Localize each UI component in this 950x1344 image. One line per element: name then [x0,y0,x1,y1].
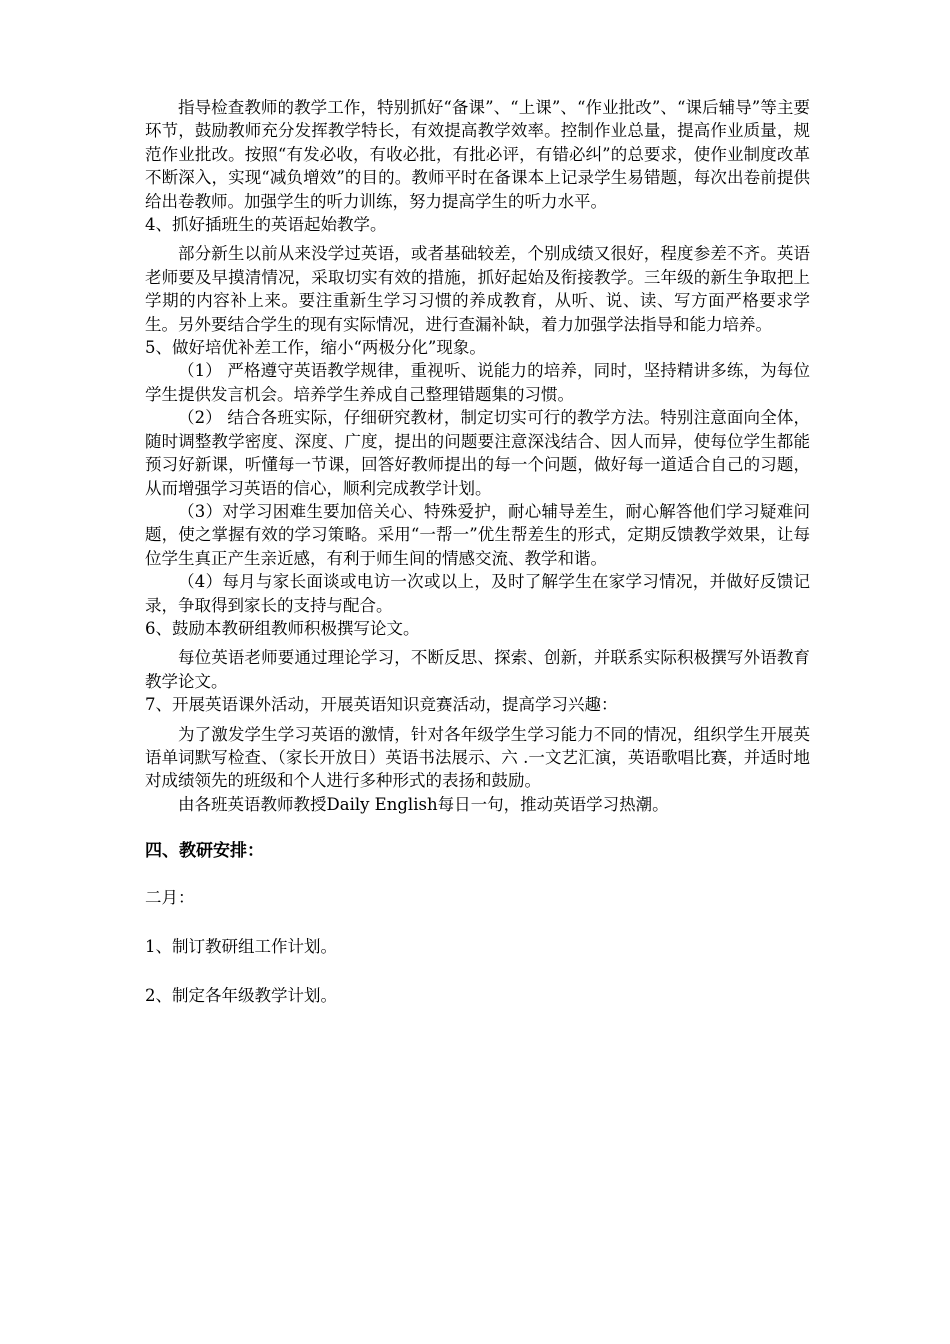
list-item: 1、制订教研组工作计划。 [145,937,337,956]
paragraph-sub-4: （4）每月与家长面谈或电访一次或以上，及时了解学生在家学习情况，并做好反馈记录，争取得到家长的支持与配合。 [145,572,810,615]
heading-item-5: 5、做好培优补差工作，缩小“两极分化”现象。 [145,338,486,358]
paragraph-activities: 为了激发学生学习英语的激情，针对各年级学生学习能力不同的情况，组织学生开展英语单词默写检查、（家长开放日）英语书法展示、六 .一文艺汇演，英语歌唱比赛，并适时地对成绩领先的班级和个人进行多种形式的表扬和鼓励。 [145,724,810,791]
heading-item-4: 4、抓好插班生的英语起始教学。 [145,215,387,235]
paragraph-sub-1: （1） 严格遵守英语教学规律，重视听、说能力的培养，同时，坚持精讲多练，为每位学生提供发言机会。培养学生养成自己整理错题集的习惯。 [145,361,810,404]
paragraph-sub-3: （3）对学习困难生要加倍关心、特殊爱护，耐心辅导差生，耐心解答他们学习疑难问题，使之掌握有效的学习策略。采用“一帮一”优生帮差生的形式，定期反馈教学效果，让每位学生真正产生亲近感，有利于师生间的情感交流、教学和谐。 [145,501,810,568]
month-label: 二月： [145,887,195,907]
paragraph-teaching-inspection: 指导检查教师的教学工作，特别抓好“备课”、“上课”、“作业批改”、“课后辅导”等主要环节，鼓励教师充分发挥教学特长，有效提高教学效率。控制作业总量，提高作业质量，规范作业批改。按照“有发必收，有收必批，有批必评，有错必纠”的总要求，使作业制度改革不断深入，实现“减负增效”的目的。教师平时在备课本上记录学生易错题，每次出卷前提供给出卷教师。加强学生的听力训练，努力提高学生的听力水平。 [145,98,810,211]
heading-item-6: 6、鼓励本教研组教师积极撰写论文。 [145,618,420,638]
paragraph-new-students: 部分新生以前从来没学过英语，或者基础较差，个别成绩又很好，程度参差不齐。英语老师要及早摸清情况，采取切实有效的措施，抓好起始及衔接教学。三年级的新生争取把上学期的内容补上来。要注重新生学习习惯的养成教育，从听、说、读、写方面严格要求学生。另外要结合学生的现有实际情况，进行查漏补缺，着力加强学法指导和能力培养。 [145,244,810,334]
heading-item-7: 7、开展英语课外活动，开展英语知识竞赛活动，提高学习兴趣： [145,695,618,715]
list-item: 2、制定各年级教学计划。 [145,986,337,1006]
section-heading: 四、教研安排： [145,841,264,862]
document-body [145,96,810,1034]
paragraph-sub-2: （2） 结合各班实际，仔细研究教材，制定切实可行的教学方法。特别注意面向全体，随时调整教学密度、深度、广度，提出的问题要注意深浅结合、因人而异，使每位学生都能预习好新课，听懂每一节课，回答好教师提出的每一个问题，做好每一道适合自己的习题，从而增强学习英语的信心，顺利完成教学计划。 [145,408,810,498]
paragraph-daily-english: 由各班英语教师教授Daily English每日一句，推动英语学习热潮。 [178,794,669,814]
paragraph-papers: 每位英语老师要通过理论学习，不断反思、探索、创新，并联系实际积极撰写外语教育教学论文。 [145,648,810,691]
